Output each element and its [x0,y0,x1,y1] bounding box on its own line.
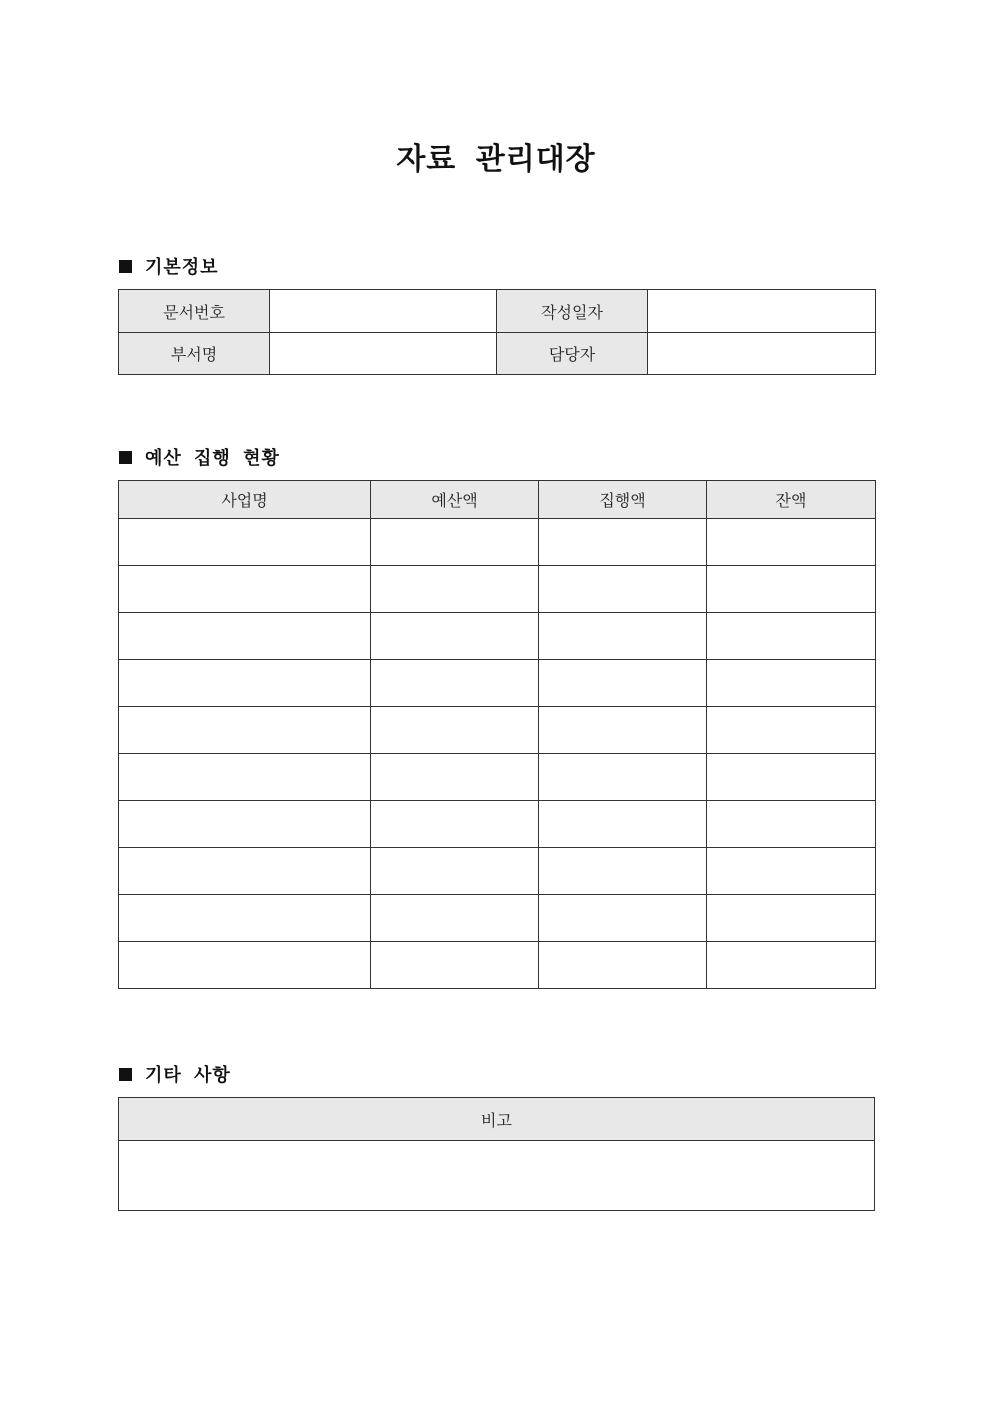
cell-executed[interactable] [539,895,707,942]
table-row [119,942,876,989]
table-row [119,895,876,942]
square-bullet-icon [119,260,132,273]
table-row [119,801,876,848]
square-bullet-icon [119,451,132,464]
cell-budget[interactable] [371,519,539,566]
date-field[interactable] [648,290,876,333]
cell-balance[interactable] [707,613,876,660]
cell-budget[interactable] [371,848,539,895]
cell-executed[interactable] [539,707,707,754]
page-title: 자료 관리대장 [396,142,596,177]
cell-balance[interactable] [707,519,876,566]
cell-balance[interactable] [707,801,876,848]
department-field[interactable] [270,333,497,375]
cell-balance[interactable] [707,754,876,801]
table-row [119,660,876,707]
cell-executed[interactable] [539,754,707,801]
cell-executed[interactable] [539,660,707,707]
section-title-basic: 기본정보 [145,257,219,278]
column-header-executed: 집행액 [539,481,707,519]
cell-budget[interactable] [371,754,539,801]
cell-project[interactable] [119,519,371,566]
column-header-budget: 예산액 [371,481,539,519]
section-heading-remarks [119,1061,231,1087]
table-row [119,848,876,895]
doc-number-field[interactable] [270,290,497,333]
cell-balance[interactable] [707,566,876,613]
cell-executed[interactable] [539,942,707,989]
cell-balance[interactable] [707,707,876,754]
doc-number-label: 문서번호 [119,290,270,333]
cell-executed[interactable] [539,566,707,613]
remarks-table [118,1097,875,1211]
cell-project[interactable] [119,707,371,754]
cell-balance[interactable] [707,848,876,895]
table-row [119,613,876,660]
cell-balance[interactable] [707,895,876,942]
cell-budget[interactable] [371,895,539,942]
table-row [119,566,876,613]
cell-executed[interactable] [539,848,707,895]
cell-executed[interactable] [539,613,707,660]
section-title-remarks: 기타 사항 [145,1065,231,1086]
cell-budget[interactable] [371,801,539,848]
cell-project[interactable] [119,566,371,613]
cell-budget[interactable] [371,660,539,707]
cell-project[interactable] [119,848,371,895]
table-row [119,754,876,801]
column-header-project: 사업명 [119,481,371,519]
cell-executed[interactable] [539,801,707,848]
cell-project[interactable] [119,613,371,660]
basic-info-table [118,289,876,375]
cell-budget[interactable] [371,613,539,660]
cell-balance[interactable] [707,942,876,989]
cell-project[interactable] [119,801,371,848]
manager-field[interactable] [648,333,876,375]
department-label: 부서명 [119,333,270,375]
column-header-balance: 잔액 [707,481,876,519]
cell-budget[interactable] [371,942,539,989]
cell-project[interactable] [119,895,371,942]
square-bullet-icon [119,1068,132,1081]
remarks-field[interactable] [119,1141,875,1211]
cell-budget[interactable] [371,566,539,613]
cell-project[interactable] [119,942,371,989]
column-header-remarks: 비고 [119,1098,875,1141]
date-label: 작성일자 [497,290,648,333]
cell-budget[interactable] [371,707,539,754]
cell-project[interactable] [119,754,371,801]
section-heading-basic [119,253,219,279]
manager-label: 담당자 [497,333,648,375]
table-row [119,707,876,754]
section-title-budget: 예산 집행 현황 [145,448,280,469]
cell-project[interactable] [119,660,371,707]
table-row [119,519,876,566]
budget-table [118,480,876,989]
cell-executed[interactable] [539,519,707,566]
section-heading-budget [119,444,280,470]
cell-balance[interactable] [707,660,876,707]
